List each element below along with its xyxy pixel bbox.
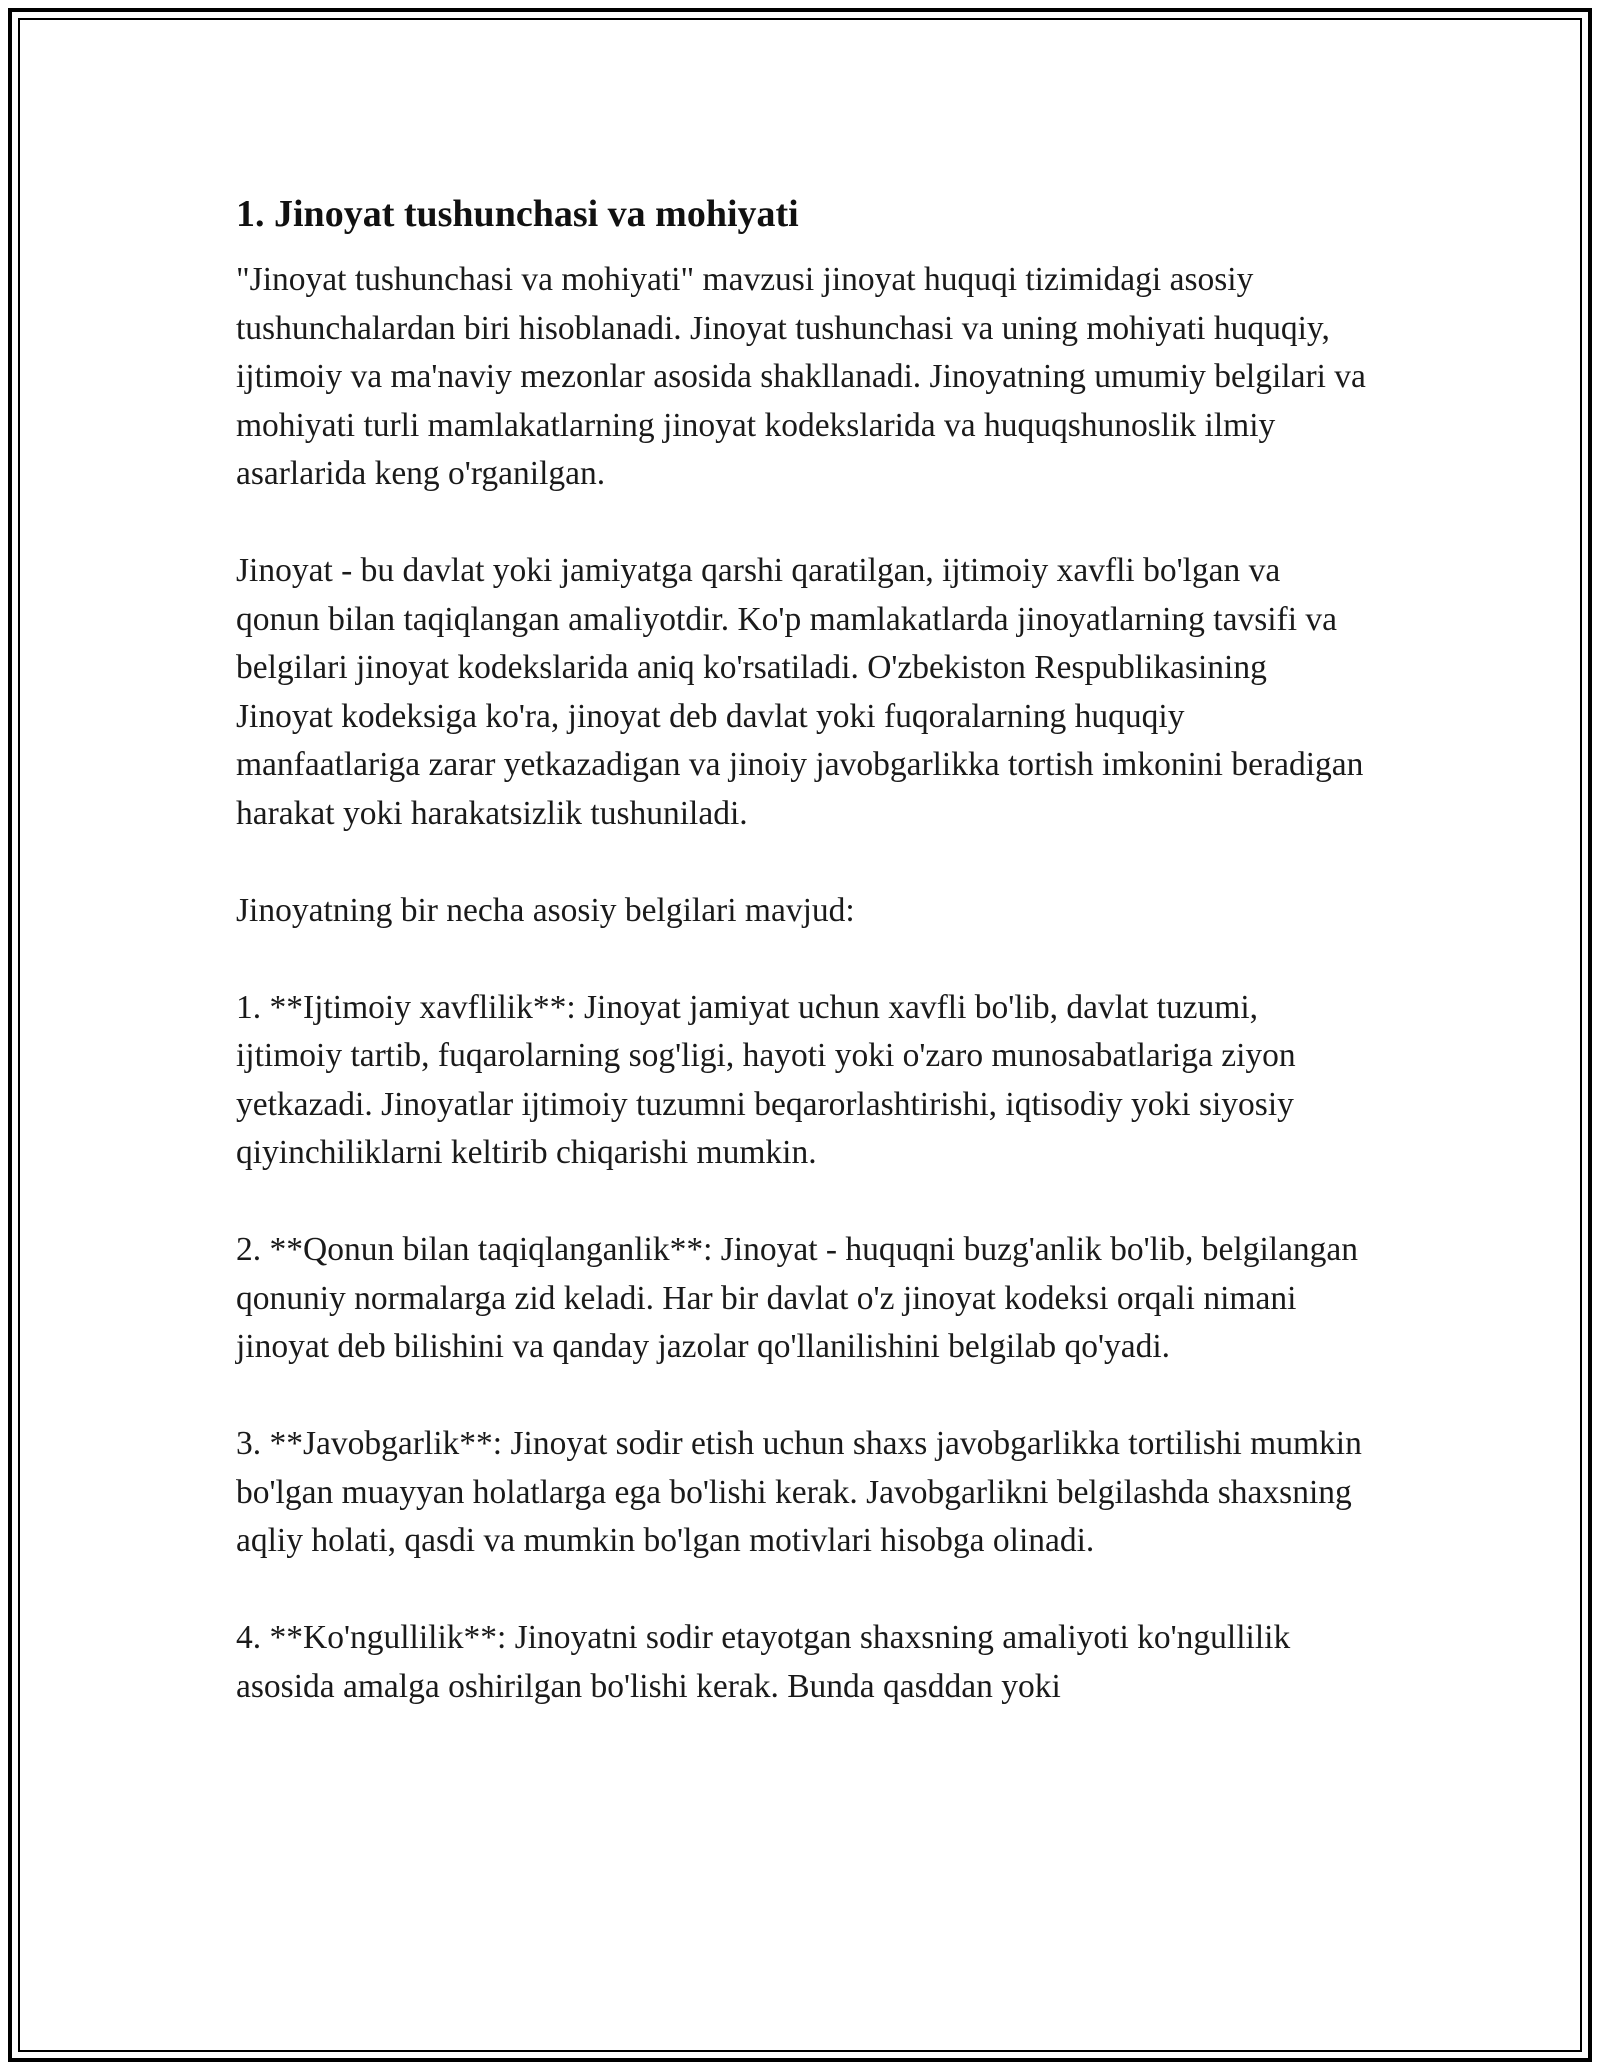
paragraph-definition: Jinoyat - bu davlat yoki jamiyatga qarshi qaratilgan, ijtimoiy xavfli bo'lgan va qonun bilan taqiqlangan amaliyotdir. Ko'p mamlakatlarda jinoyatlarning tavsifi va belgilari jinoyat kodekslarida aniq ko'rsatiladi. O'zbekiston Respublikasining Jinoyat kodeksiga ko'ra, jinoyat deb davlat yoki fuqoralarning huquqiy manfaatlariga zarar yetkazadigan va jinoiy javobgarlikka tortish imkonini beradigan harakat yoki harakatsizlik tushuniladi. — [236, 552, 1364, 832]
list-item-voluntariness: 4. **Ko'ngullilik**: Jinoyatni sodir etayotgan shaxsning amaliyoti ko'ngullilik asosida amalga oshirilgan bo'lishi kerak. Bunda qasddan yoki — [236, 1619, 1291, 1705]
paragraph-features-lead: Jinoyatning bir necha asosiy belgilari mavjud: — [236, 891, 855, 929]
paragraph-intro: "Jinoyat tushunchasi va mohiyati" mavzusi jinoyat huquqi tizimidagi asosiy tushunchalardan biri hisoblanadi. Jinoyat tushunchasi va uning mohiyati huquqiy, ijtimoiy va ma'naviy mezonlar asosida shakllanadi. Jinoyatning umumiy belgilari va mohiyati turli mamlakatlarning jinoyat kodekslarida va huquqshunoslik ilmiy asarlarida keng o'rganilgan. — [236, 261, 1366, 492]
list-item-social-danger: 1. **Ijtimoiy xavflilik**: Jinoyat jamiyat uchun xavfli bo'lib, davlat tuzumi, ijtimoiy tartib, fuqarolarning sog'ligi, hayoti yoki o'zaro munosabatlariga ziyon yetkazadi. Jinoyatlar ijtimoiy tuzumni beqarorlashtirishi, iqtisodiy yoki siyosiy qiyinchiliklarni keltirib chiqarishi mumkin. — [236, 988, 1296, 1171]
list-item-liability: 3. **Javobgarlik**: Jinoyat sodir etish uchun shaxs javobgarlikka tortilishi mumkin bo'lgan muayyan holatlarga ega bo'lishi kerak. Javobgarlikni belgilashda shaxsning aqliy holati, qasdi va mumkin bo'lgan motivlari hisobga olinadi. — [236, 1425, 1362, 1559]
section-title: 1. Jinoyat tushunchasi va mohiyati — [236, 193, 799, 235]
document-body — [236, 186, 1371, 1760]
list-item-legal-prohibition: 2. **Qonun bilan taqiqlanganlik**: Jinoyat - huquqni buzg'anlik bo'lib, belgilangan qonuniy normalarga zid keladi. Har bir davlat o'z jinoyat kodeksi orqali nimani jinoyat deb bilishini va qanday jazolar qo'llanilishini belgilab qo'yadi. — [236, 1231, 1359, 1365]
